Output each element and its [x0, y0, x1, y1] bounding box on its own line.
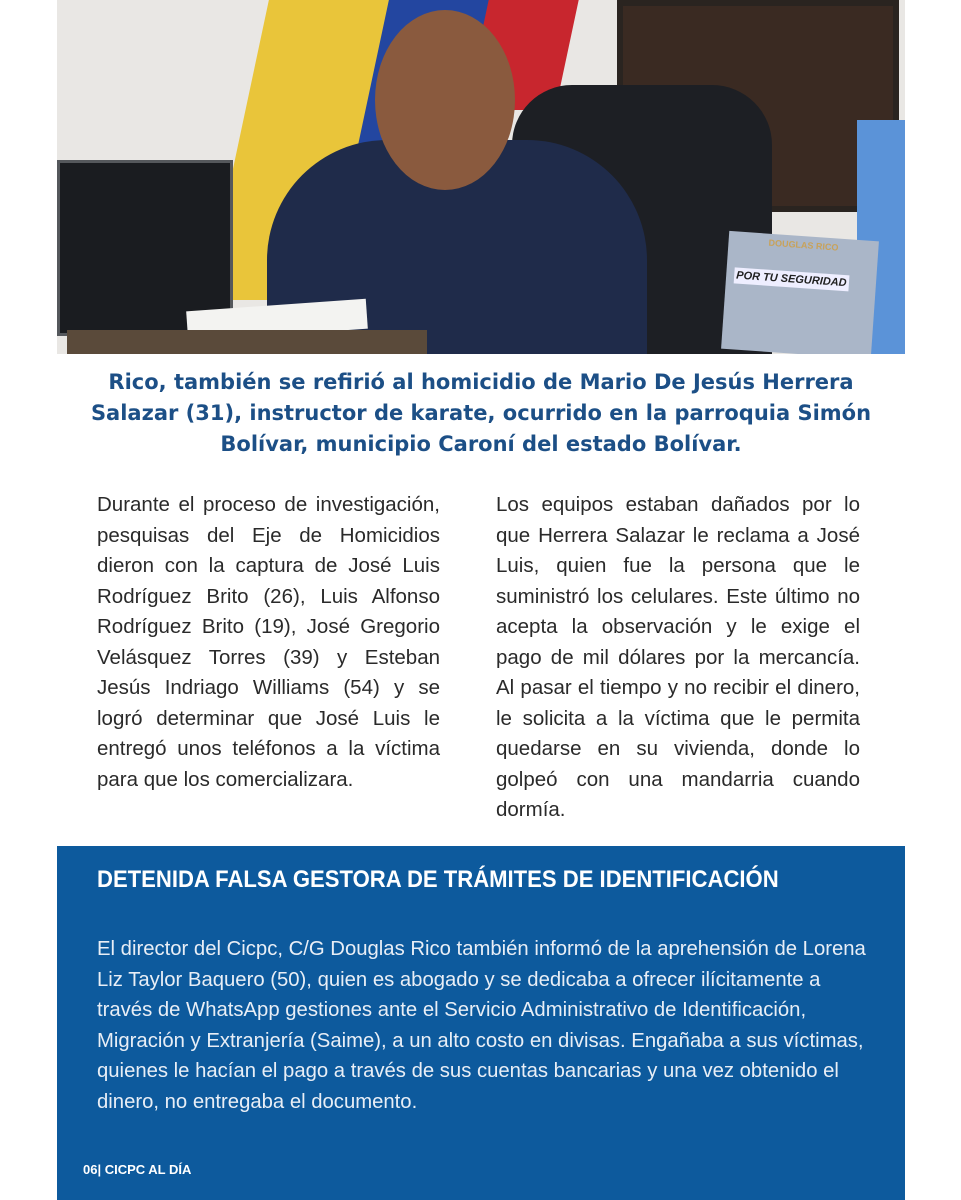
body-column-right: Los equipos estaban dañados por lo que Herrera Salazar le reclama a José Luis, quien fue la persona que le suministró los celulares. Este último no acepta la observación y le exige el pago de mil dólares por la mercancía. Al pasar el tiempo y no recibir el dinero, le solicita a la víctima que le permita quedarse en su vivienda, donde lo golpeó con una mandarria cuando dormía.: [496, 493, 860, 821]
body-column-left: Durante el proceso de investigación, pesquisas del Eje de Homicidios dieron con la captura de José Luis Rodríguez Brito (26), Luis Alfonso Rodríguez Brito (19), José Gregorio Velásquez Torres (39) y Esteban Jesús Indriago Williams (54) y se logró determinar que José Luis le entregó unos teléfonos a la víctima para que los comercializara.: [97, 493, 440, 791]
desk-items: [67, 330, 427, 354]
panel-heading: DETENIDA FALSA GESTORA DE TRÁMITES DE IDENTIFICACIÓN: [97, 866, 779, 893]
article-photo: [57, 0, 905, 354]
book-author: DOUGLAS RICO: [768, 237, 839, 253]
article-subtitle: Rico, también se refirió al homicidio de Mario De Jesús Herrera Salazar (31), instructor de karate, ocurrido en la parroquia Simón Bolívar, municipio Caroní del estado Bolívar.: [90, 370, 872, 456]
highlight-panel: [57, 846, 905, 1200]
page-footer: 06| CICPC AL DÍA: [83, 1162, 192, 1177]
book: [721, 231, 879, 354]
book-title: POR TU SEGURIDAD: [734, 267, 849, 291]
person-head: [375, 10, 515, 190]
panel-body: El director del Cicpc, C/G Douglas Rico también informó de la aprehensión de Lorena Liz Taylor Baquero (50), quien es abogado y se dedicaba a ofrecer ilícitamente a través de WhatsApp gestiones ante el Servicio Administrativo de Identificación, Migración y Extranjería (Saime), a un alto costo en divisas. Engañaba a sus víctimas, quienes le hacían el pago a través de sus cuentas bancarias y una vez obtenido el dinero, no entregaba el documento.: [97, 938, 866, 1113]
